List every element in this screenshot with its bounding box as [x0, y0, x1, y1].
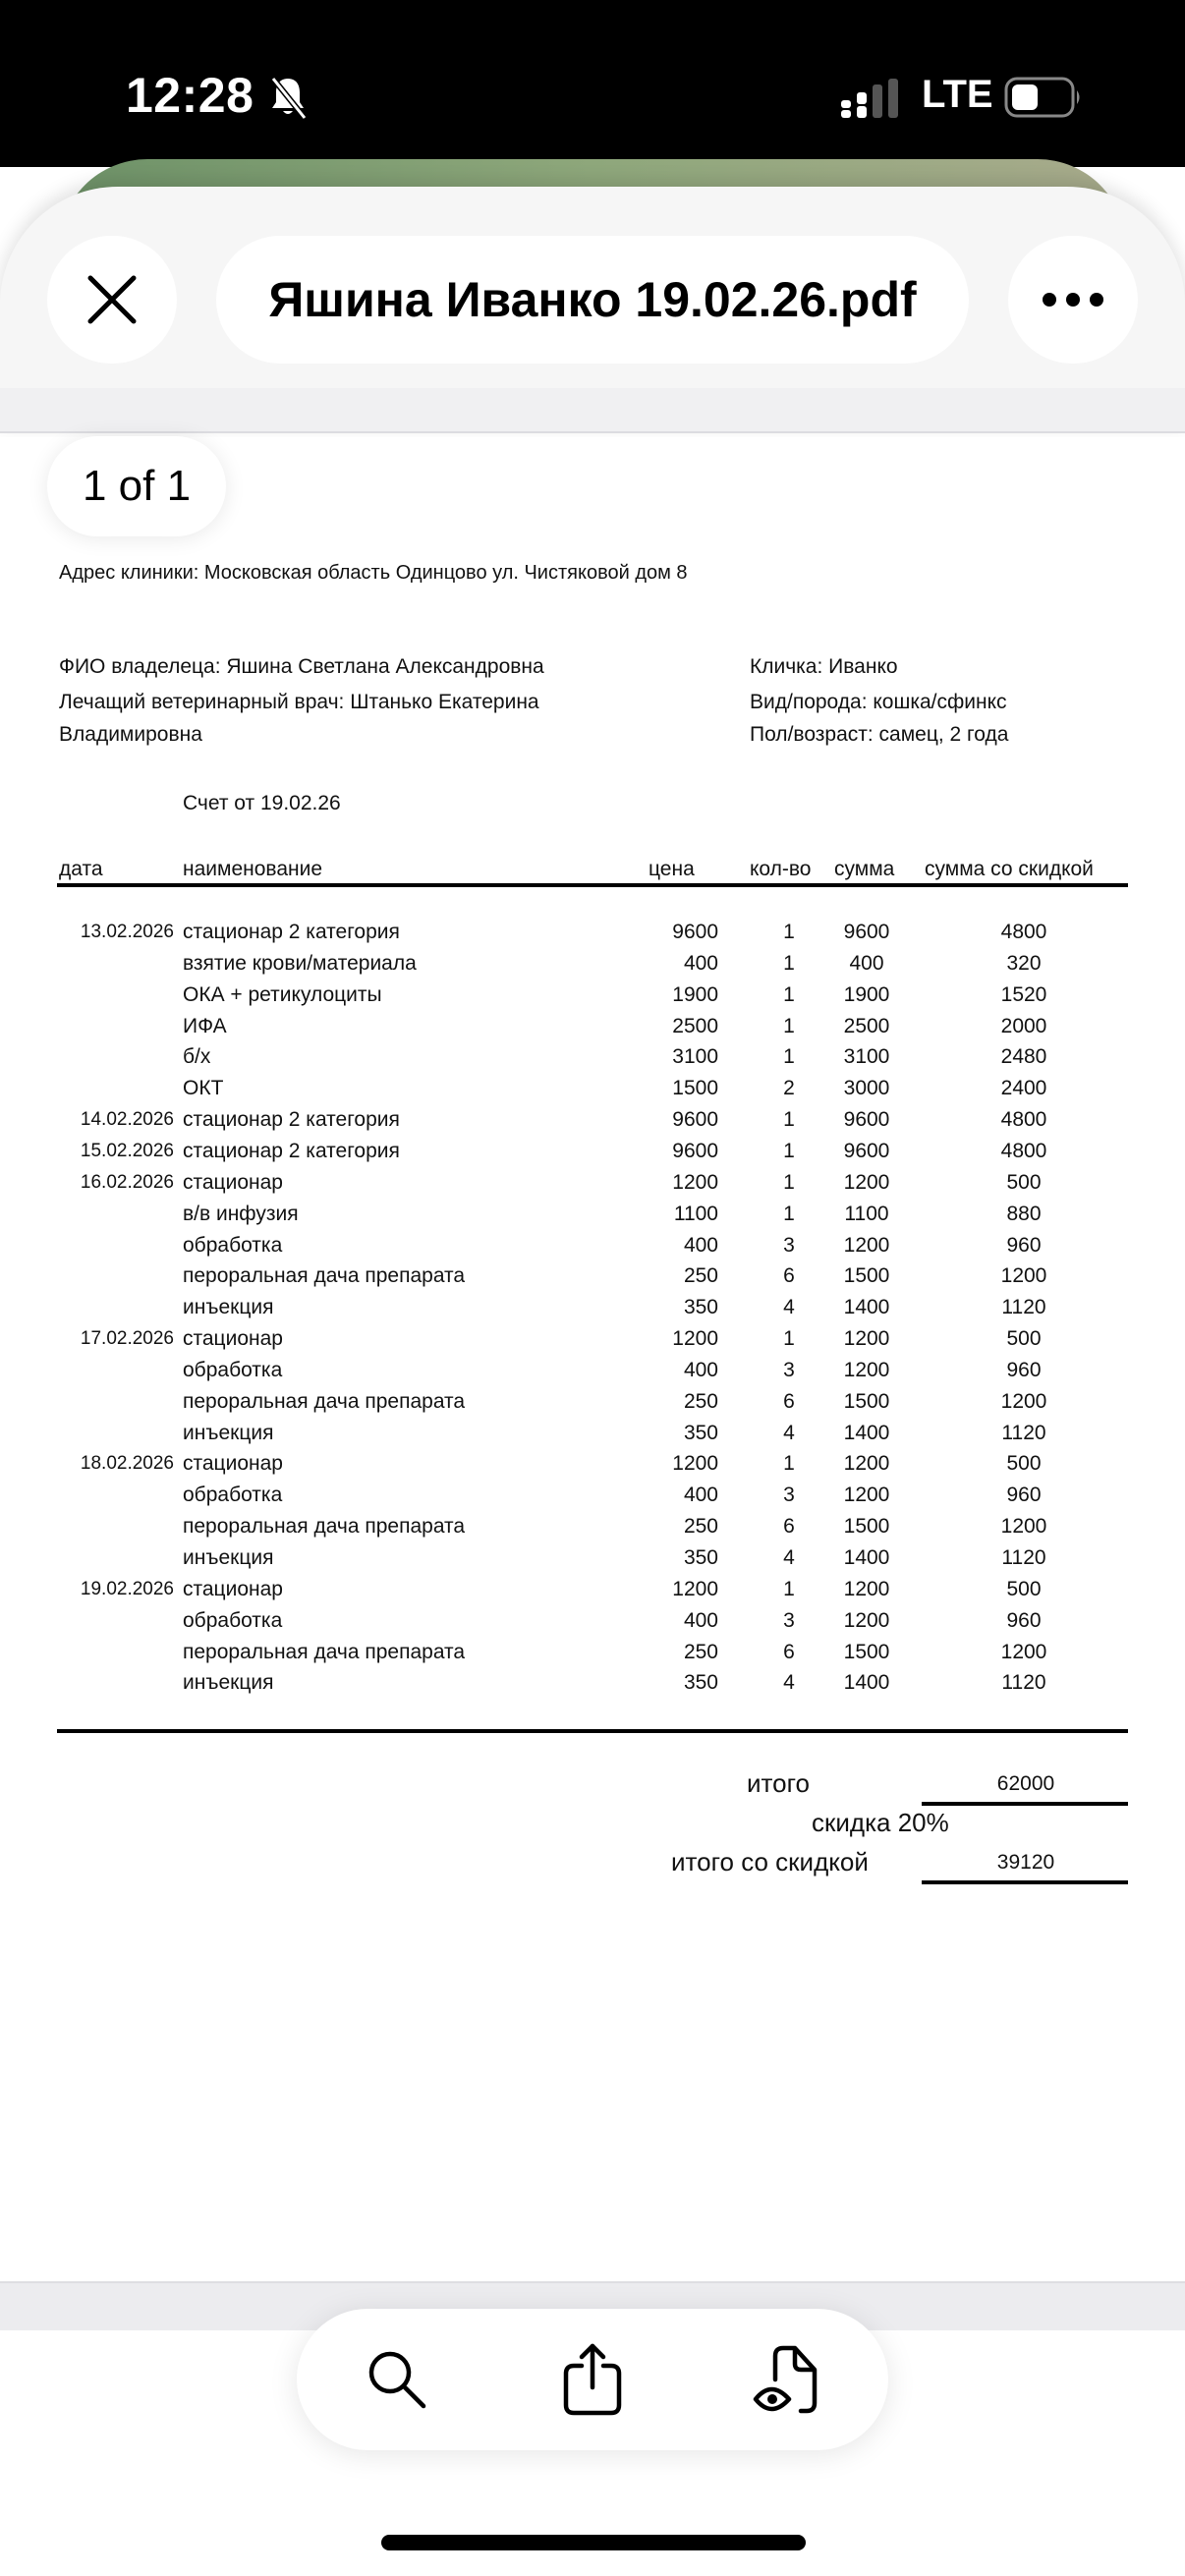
- row-name: пероральная дача препарата: [183, 1389, 466, 1413]
- row-name: стационар 2 категория: [183, 921, 400, 943]
- table-row: [0, 1390, 1185, 1422]
- row-qty: 6: [783, 1264, 795, 1288]
- row-price: 400: [683, 1233, 718, 1257]
- share-button[interactable]: [551, 2338, 634, 2421]
- row-name: стационар: [183, 1327, 283, 1351]
- status-time: 12:28: [126, 68, 254, 123]
- table-bottom-rule: [57, 1729, 1128, 1733]
- row-sum: 9600: [843, 1139, 890, 1162]
- table-row: [0, 1359, 1185, 1390]
- row-price: 250: [683, 1640, 718, 1663]
- row-date: 18.02.2026: [80, 1453, 174, 1475]
- cellular-signal-icon: [841, 79, 902, 118]
- row-sum: 1200: [843, 1484, 890, 1507]
- discount-label: скидка 20%: [812, 1808, 949, 1837]
- row-name: б/х: [183, 1045, 211, 1069]
- row-sum: 1900: [843, 982, 890, 1006]
- row-price: 400: [683, 1358, 718, 1381]
- row-price: 1200: [672, 1577, 718, 1600]
- row-sum: 1200: [843, 1358, 890, 1381]
- bell-slash-icon: [267, 75, 309, 120]
- row-sum: 9600: [843, 1108, 890, 1132]
- table-row: [0, 1422, 1185, 1453]
- row-name: пероральная дача препарата: [183, 1264, 466, 1288]
- row-sum: 1200: [843, 1608, 890, 1632]
- table-row: [0, 1578, 1185, 1609]
- row-name: обработка: [183, 1608, 283, 1632]
- row-price: 1500: [672, 1077, 718, 1100]
- row-name: ОКТ: [183, 1077, 224, 1100]
- row-sum: 1400: [843, 1296, 890, 1319]
- row-discounted-sum: 1200: [1000, 1389, 1047, 1413]
- row-price: 250: [683, 1515, 718, 1539]
- row-name: стационар: [183, 1170, 283, 1194]
- table-row: [0, 952, 1185, 983]
- row-date: 15.02.2026: [80, 1140, 174, 1161]
- markup-button[interactable]: [745, 2338, 827, 2421]
- col-date: дата: [59, 858, 103, 880]
- row-discounted-sum: 960: [1006, 1358, 1042, 1381]
- row-discounted-sum: 1120: [1001, 1296, 1046, 1319]
- row-qty: 1: [783, 1577, 795, 1600]
- row-name: стационар 2 категория: [183, 1139, 400, 1162]
- row-qty: 3: [783, 1484, 795, 1507]
- row-price: 250: [683, 1389, 718, 1413]
- row-price: 1200: [672, 1170, 718, 1194]
- row-price: 9600: [672, 1108, 718, 1132]
- row-sum: 1400: [843, 1671, 890, 1695]
- col-sum: сумма: [834, 858, 895, 880]
- table-row: [0, 1546, 1185, 1578]
- share-icon: [560, 2342, 625, 2417]
- row-discounted-sum: 1520: [1000, 982, 1047, 1006]
- row-name: инъекция: [183, 1671, 274, 1695]
- row-name: обработка: [183, 1358, 283, 1381]
- close-button[interactable]: [47, 236, 177, 364]
- row-price: 400: [683, 951, 718, 975]
- row-name: взятие крови/материала: [183, 951, 417, 975]
- row-sum: 1500: [843, 1515, 890, 1539]
- row-sum: 1500: [843, 1264, 890, 1288]
- row-qty: 6: [783, 1515, 795, 1539]
- row-discounted-sum: 1200: [1000, 1515, 1047, 1539]
- row-date: 14.02.2026: [80, 1109, 174, 1131]
- file-title: Яшина Иванко 19.02.26.pdf: [268, 272, 917, 327]
- row-price: 1200: [672, 1452, 718, 1476]
- row-qty: 4: [783, 1546, 795, 1569]
- total-value: 62000: [996, 1772, 1055, 1795]
- row-date: 17.02.2026: [80, 1328, 174, 1350]
- file-title-pill[interactable]: [216, 236, 969, 364]
- discounted-total-value: 39120: [996, 1851, 1055, 1874]
- row-name: обработка: [183, 1233, 283, 1257]
- table-row: [0, 1077, 1185, 1108]
- row-sum: 1400: [843, 1421, 890, 1444]
- row-price: 350: [683, 1671, 718, 1695]
- table-row: [0, 1045, 1185, 1077]
- row-name: пероральная дача препарата: [183, 1515, 466, 1539]
- col-name: наименование: [183, 858, 323, 880]
- table-row: [0, 983, 1185, 1015]
- row-name: стационар 2 категория: [183, 1108, 400, 1132]
- col-discounted: сумма со скидкой: [925, 858, 1094, 880]
- pet-species: Вид/порода: кошка/сфинкс: [750, 691, 1007, 713]
- pet-name: Кличка: Иванко: [750, 655, 898, 678]
- row-qty: 1: [783, 951, 795, 975]
- row-discounted-sum: 1120: [1001, 1671, 1046, 1695]
- header-rule: [57, 883, 1128, 887]
- row-sum: 1200: [843, 1452, 890, 1476]
- row-price: 2500: [672, 1014, 718, 1037]
- row-date: 13.02.2026: [80, 922, 174, 942]
- total-underline: [922, 1802, 1128, 1806]
- document-eye-icon: [752, 2342, 820, 2417]
- row-discounted-sum: 320: [1006, 951, 1042, 975]
- row-discounted-sum: 2480: [1000, 1045, 1047, 1069]
- header-divider: [0, 388, 1185, 433]
- row-name: стационар: [183, 1452, 283, 1476]
- search-icon: [365, 2347, 429, 2412]
- row-price: 9600: [672, 1139, 718, 1162]
- row-sum: 1200: [843, 1327, 890, 1351]
- table-row: [0, 1171, 1185, 1203]
- row-discounted-sum: 500: [1006, 1170, 1042, 1194]
- table-row: [0, 1264, 1185, 1296]
- row-sum: 3100: [843, 1045, 890, 1069]
- row-discounted-sum: 500: [1006, 1452, 1042, 1476]
- row-sum: 1400: [843, 1546, 890, 1569]
- row-name: инъекция: [183, 1546, 274, 1569]
- status-bar: [0, 0, 1185, 167]
- row-qty: 3: [783, 1358, 795, 1381]
- clinic-address: Адрес клиники: Московская область Одинцово ул. Чистяковой дом 8: [59, 562, 688, 584]
- row-discounted-sum: 500: [1006, 1327, 1042, 1351]
- col-price: цена: [649, 858, 695, 880]
- row-price: 350: [683, 1296, 718, 1319]
- row-qty: 2: [783, 1077, 795, 1100]
- invoice-title: Счет от 19.02.26: [183, 792, 341, 814]
- row-qty: 1: [783, 1139, 795, 1162]
- row-discounted-sum: 1200: [1000, 1264, 1047, 1288]
- table-row: [0, 1609, 1185, 1641]
- row-discounted-sum: 1120: [1001, 1421, 1046, 1444]
- row-price: 350: [683, 1421, 718, 1444]
- row-sum: 1100: [844, 1202, 889, 1225]
- row-price: 1200: [672, 1327, 718, 1351]
- row-qty: 1: [783, 1108, 795, 1132]
- row-price: 1100: [673, 1202, 718, 1225]
- network-type: LTE: [922, 73, 993, 116]
- row-discounted-sum: 500: [1006, 1577, 1042, 1600]
- row-price: 350: [683, 1546, 718, 1569]
- row-sum: 1200: [843, 1577, 890, 1600]
- table-row: [0, 1484, 1185, 1515]
- col-qty: кол-во: [750, 858, 812, 880]
- table-row: [0, 1234, 1185, 1265]
- row-discounted-sum: 880: [1006, 1202, 1042, 1225]
- discounted-total-underline: [922, 1880, 1128, 1884]
- total-label: итого: [747, 1768, 810, 1798]
- bottom-toolbar: [297, 2309, 888, 2450]
- row-qty: 1: [783, 1327, 795, 1351]
- ellipsis-icon: [1042, 292, 1104, 308]
- row-price: 9600: [672, 921, 718, 943]
- row-discounted-sum: 1120: [1001, 1546, 1046, 1569]
- close-icon: [85, 272, 140, 327]
- battery-low-icon: [1004, 77, 1083, 118]
- row-name: инъекция: [183, 1421, 274, 1444]
- row-sum: 1500: [843, 1389, 890, 1413]
- row-qty: 1: [783, 1202, 795, 1225]
- row-qty: 6: [783, 1389, 795, 1413]
- row-discounted-sum: 2400: [1000, 1077, 1047, 1100]
- row-price: 400: [683, 1608, 718, 1632]
- row-name: инъекция: [183, 1296, 274, 1319]
- row-qty: 3: [783, 1608, 795, 1632]
- owner-name: ФИО владелеца: Яшина Светлана Александровна: [59, 655, 544, 678]
- row-discounted-sum: 1200: [1000, 1640, 1047, 1663]
- row-discounted-sum: 960: [1006, 1608, 1042, 1632]
- row-sum: 9600: [843, 921, 890, 943]
- row-discounted-sum: 960: [1006, 1233, 1042, 1257]
- row-name: пероральная дача препарата: [183, 1640, 466, 1663]
- row-discounted-sum: 2000: [1000, 1014, 1047, 1037]
- row-name: ИФА: [183, 1014, 227, 1037]
- row-qty: 1: [783, 1452, 795, 1476]
- table-row: [0, 1296, 1185, 1327]
- row-qty: 1: [783, 1014, 795, 1037]
- table-row: [0, 1108, 1185, 1140]
- row-discounted-sum: 4800: [1000, 1139, 1047, 1162]
- doctor-name-line1: Лечащий ветеринарный врач: Штанько Екатерина: [59, 691, 539, 713]
- search-button[interactable]: [356, 2338, 438, 2421]
- row-name: обработка: [183, 1484, 283, 1507]
- table-row: [0, 1140, 1185, 1171]
- row-discounted-sum: 960: [1006, 1484, 1042, 1507]
- table-row: [0, 921, 1185, 952]
- row-price: 250: [683, 1264, 718, 1288]
- row-qty: 6: [783, 1640, 795, 1663]
- row-price: 1900: [672, 982, 718, 1006]
- row-price: 3100: [672, 1045, 718, 1069]
- doctor-name-line2: Владимировна: [59, 723, 202, 746]
- row-name: ОКА + ретикулоциты: [183, 982, 382, 1006]
- row-qty: 1: [783, 1170, 795, 1194]
- table-row: [0, 1327, 1185, 1359]
- row-qty: 3: [783, 1233, 795, 1257]
- table-row: [0, 1203, 1185, 1234]
- row-date: 16.02.2026: [80, 1171, 174, 1193]
- row-name: стационар: [183, 1577, 283, 1600]
- row-qty: 1: [783, 982, 795, 1006]
- table-row: [0, 1641, 1185, 1672]
- row-qty: 4: [783, 1296, 795, 1319]
- table-row: [0, 1671, 1185, 1703]
- row-sum: 1500: [843, 1640, 890, 1663]
- row-discounted-sum: 4800: [1000, 1108, 1047, 1132]
- row-sum: 400: [849, 951, 884, 975]
- row-sum: 2500: [843, 1014, 890, 1037]
- more-button[interactable]: [1008, 236, 1138, 364]
- table-row: [0, 1015, 1185, 1046]
- row-qty: 1: [783, 921, 795, 943]
- table-row: [0, 1515, 1185, 1546]
- page-indicator: 1 of 1: [47, 436, 226, 536]
- row-sum: 1200: [843, 1233, 890, 1257]
- row-name: в/в инфузия: [183, 1202, 299, 1225]
- row-qty: 4: [783, 1421, 795, 1444]
- row-sum: 1200: [843, 1170, 890, 1194]
- row-qty: 4: [783, 1671, 795, 1695]
- row-qty: 1: [783, 1045, 795, 1069]
- row-discounted-sum: 4800: [1000, 921, 1047, 943]
- pet-sex-age: Пол/возраст: самец, 2 года: [750, 723, 1009, 746]
- row-price: 400: [683, 1484, 718, 1507]
- row-sum: 3000: [843, 1077, 890, 1100]
- home-indicator[interactable]: [381, 2535, 806, 2550]
- row-date: 19.02.2026: [80, 1578, 174, 1599]
- table-row: [0, 1452, 1185, 1484]
- discounted-total-label: итого со скидкой: [671, 1847, 869, 1876]
